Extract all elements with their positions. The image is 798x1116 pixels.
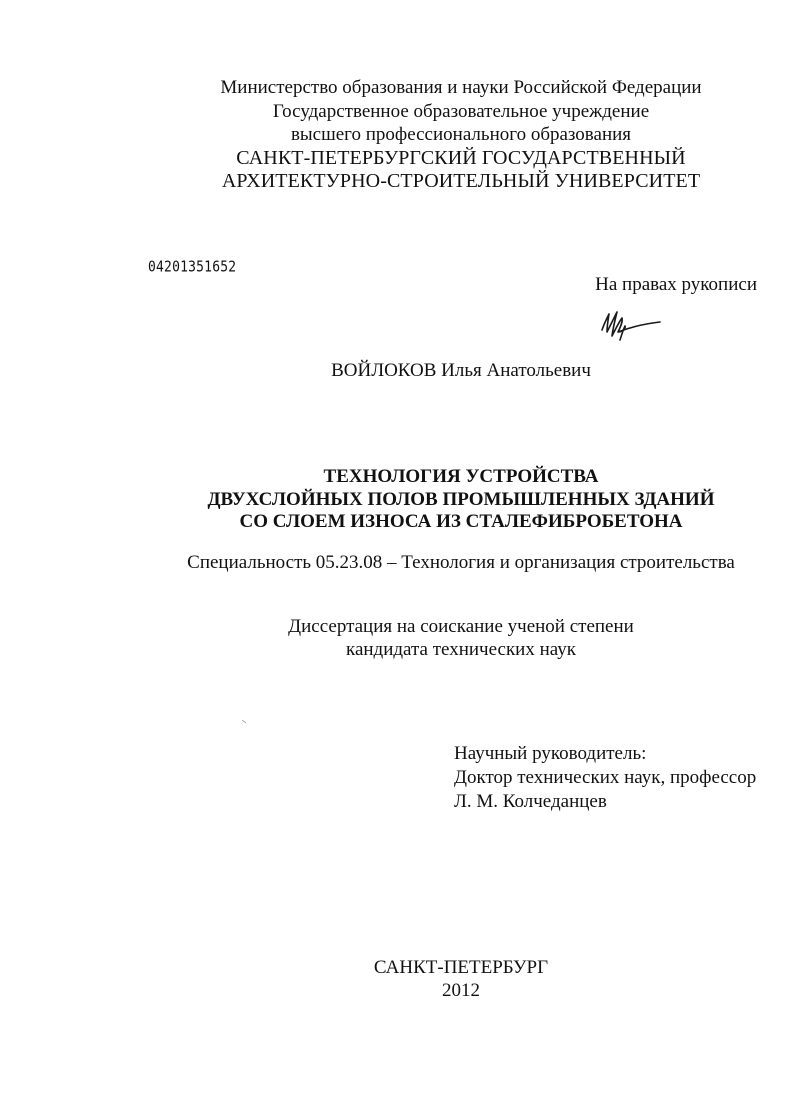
title-line-3: СО СЛОЕМ ИЗНОСА ИЗ СТАЛЕФИБРОБЕТОНА xyxy=(239,511,683,532)
degree-line-1: Диссертация на соискание ученой степени xyxy=(288,616,634,637)
signature-icon xyxy=(598,306,668,346)
supervisor-rank: Доктор технических наук, профессор xyxy=(454,767,757,788)
institution-type-line: Государственное образовательное учреждение xyxy=(272,100,650,122)
degree-line-2: кандидата технических наук xyxy=(346,638,576,660)
degree-statement xyxy=(0,616,798,661)
title-line-2: ДВУХСЛОЙНЫХ ПОЛОВ ПРОМЫШЛЕННЫХ ЗДАНИЙ xyxy=(207,488,715,510)
place-and-year xyxy=(0,956,798,1002)
ministry-line: Министерство образования и науки Российской Федерации xyxy=(220,77,702,98)
author-name: ВОЙЛОКОВ Илья Анатольевич xyxy=(331,360,591,381)
university-name-line-1: САНКТ-ПЕТЕРБУРГСКИЙ ГОСУДАРСТВЕННЫЙ xyxy=(236,146,686,169)
supervisor-label: Научный руководитель: xyxy=(454,743,647,764)
institution-header xyxy=(0,76,798,194)
city: САНКТ-ПЕТЕРБУРГ xyxy=(373,957,549,978)
specialty-line: Специальность 05.23.08 – Технология и организация строительства xyxy=(187,552,735,573)
supervisor-block xyxy=(454,742,756,814)
education-level-line: высшего профессионального образования xyxy=(290,124,632,145)
manuscript-rights-note: На правах рукописи xyxy=(595,274,757,295)
dissertation-title xyxy=(0,466,798,534)
year: 2012 xyxy=(442,980,480,1001)
university-name-line-2: АРХИТЕКТУРНО-СТРОИТЕЛЬНЫЙ УНИВЕРСИТЕТ xyxy=(221,170,701,192)
title-line-1: ТЕХНОЛОГИЯ УСТРОЙСТВА xyxy=(323,466,599,487)
supervisor-name: Л. М. Колчеданцев xyxy=(454,791,607,812)
archive-code: 04201351652 xyxy=(148,259,237,277)
scan-speck xyxy=(242,720,246,723)
